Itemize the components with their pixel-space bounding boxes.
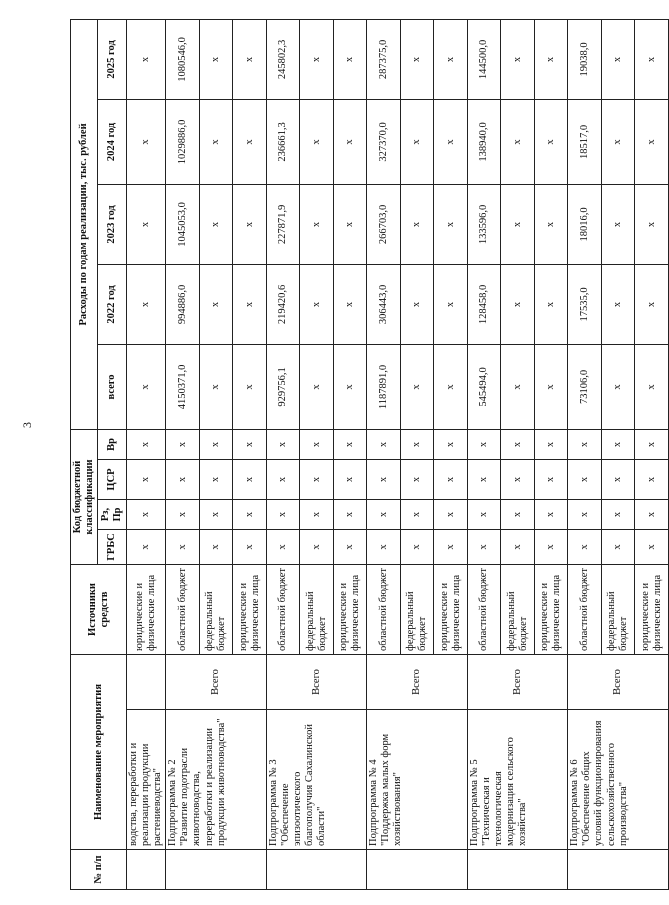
program-name: водства, переработки и реализации продукции растениеводства" <box>127 710 166 850</box>
value-2023: х <box>635 184 669 264</box>
total-value: х <box>233 344 267 429</box>
grbs-cell: х <box>635 529 669 564</box>
value-2022: х <box>601 264 635 344</box>
value-2024: х <box>199 99 233 184</box>
total-value: 4150371,0 <box>166 344 200 429</box>
expenses-table <box>70 19 669 890</box>
csr-cell: х <box>233 459 267 499</box>
value-2025: х <box>300 19 334 99</box>
col-header-num: № п/п <box>71 850 127 890</box>
table-row <box>166 19 200 889</box>
value-2024: х <box>501 99 535 184</box>
csr-cell: х <box>400 459 434 499</box>
value-2025: х <box>534 19 568 99</box>
value-2024: х <box>400 99 434 184</box>
value-2025: х <box>635 19 669 99</box>
value-2025: 144500,0 <box>467 19 501 99</box>
program-name: Подпрограмма № 4 "Поддержка малых форм хозяйствования" <box>367 710 468 850</box>
total-value: 73106,0 <box>568 344 602 429</box>
rzpr-cell: х <box>601 499 635 529</box>
csr-cell: х <box>166 459 200 499</box>
value-2022: х <box>434 264 468 344</box>
grbs-cell: х <box>501 529 535 564</box>
row-num <box>127 850 166 890</box>
value-2023: х <box>534 184 568 264</box>
csr-cell: х <box>568 459 602 499</box>
value-2024: х <box>333 99 367 184</box>
value-2025: 19038,0 <box>568 19 602 99</box>
vr-cell: х <box>127 429 166 459</box>
total-label: Всего <box>568 654 669 709</box>
total-label: Всего <box>166 654 267 709</box>
grbs-cell: х <box>333 529 367 564</box>
table-row <box>127 19 166 889</box>
value-2023: 266703,0 <box>367 184 401 264</box>
rzpr-cell: х <box>266 499 300 529</box>
grbs-cell: х <box>568 529 602 564</box>
value-2022: 994886,0 <box>166 264 200 344</box>
value-2023: х <box>233 184 267 264</box>
col-header-vr: Вр <box>98 429 127 459</box>
grbs-cell: х <box>367 529 401 564</box>
value-2024: х <box>534 99 568 184</box>
value-2023: х <box>333 184 367 264</box>
vr-cell: х <box>534 429 568 459</box>
row-num <box>266 850 367 890</box>
csr-cell: х <box>300 459 334 499</box>
csr-cell: х <box>635 459 669 499</box>
source-cell: федеральный бюджет <box>199 564 233 654</box>
value-2023: 1045053,0 <box>166 184 200 264</box>
program-name: Подпрограмма № 3 "Обеспечение эпизоотического благополучия Сахалинской области" <box>266 710 367 850</box>
row-num <box>166 850 267 890</box>
source-cell: областной бюджет <box>467 564 501 654</box>
rzpr-cell: х <box>333 499 367 529</box>
col-header-expenses: Расходы по годам реализации, тыс. рублей <box>71 19 98 429</box>
total-value: х <box>635 344 669 429</box>
value-2024: 138940,0 <box>467 99 501 184</box>
total-value: х <box>127 344 166 429</box>
table-header <box>71 19 127 889</box>
col-header-name: Наименование мероприятия <box>71 654 127 849</box>
value-2025: 245802,3 <box>266 19 300 99</box>
value-2022: х <box>534 264 568 344</box>
csr-cell: х <box>501 459 535 499</box>
csr-cell: х <box>199 459 233 499</box>
source-cell: юридические и физические лица <box>127 564 166 654</box>
col-header-sources: Источники средств <box>71 564 127 654</box>
grbs-cell: х <box>233 529 267 564</box>
col-header-2022: 2022 год <box>98 264 127 344</box>
value-2024: х <box>434 99 468 184</box>
table-row <box>367 19 401 889</box>
value-2025: х <box>127 19 166 99</box>
value-2023: х <box>300 184 334 264</box>
vr-cell: х <box>266 429 300 459</box>
value-2025: х <box>400 19 434 99</box>
source-cell: юридические и физические лица <box>635 564 669 654</box>
total-cell <box>127 654 166 709</box>
source-cell: юридические и физические лица <box>233 564 267 654</box>
vr-cell: х <box>199 429 233 459</box>
source-cell: федеральный бюджет <box>400 564 434 654</box>
value-2025: 287375,0 <box>367 19 401 99</box>
col-header-2024: 2024 год <box>98 99 127 184</box>
value-2022: х <box>400 264 434 344</box>
rzpr-cell: х <box>300 499 334 529</box>
col-header-budget-code: Код бюджетной классификации <box>71 429 98 564</box>
value-2023: х <box>501 184 535 264</box>
grbs-cell: х <box>534 529 568 564</box>
value-2023: 227871,9 <box>266 184 300 264</box>
total-value: х <box>300 344 334 429</box>
csr-cell: х <box>127 459 166 499</box>
value-2022: 128458,0 <box>467 264 501 344</box>
rzpr-cell: х <box>467 499 501 529</box>
grbs-cell: х <box>400 529 434 564</box>
total-value: х <box>434 344 468 429</box>
rzpr-cell: х <box>233 499 267 529</box>
total-label: Всего <box>467 654 568 709</box>
rotated-table-sheet <box>70 20 663 890</box>
vr-cell: х <box>568 429 602 459</box>
csr-cell: х <box>601 459 635 499</box>
rzpr-cell: х <box>127 499 166 529</box>
value-2024: х <box>127 99 166 184</box>
value-2022: 17535,0 <box>568 264 602 344</box>
program-name: Подпрограмма № 5 "Техническая и технологическая модернизация сельского хозяйства" <box>467 710 568 850</box>
value-2024: х <box>601 99 635 184</box>
source-cell: федеральный бюджет <box>501 564 535 654</box>
value-2022: х <box>635 264 669 344</box>
value-2022: х <box>501 264 535 344</box>
vr-cell: х <box>434 429 468 459</box>
value-2024: х <box>233 99 267 184</box>
source-cell: юридические и физические лица <box>434 564 468 654</box>
source-cell: областной бюджет <box>266 564 300 654</box>
source-cell: областной бюджет <box>166 564 200 654</box>
value-2024: 1029886,0 <box>166 99 200 184</box>
value-2025: х <box>333 19 367 99</box>
source-cell: федеральный бюджет <box>300 564 334 654</box>
total-value: х <box>199 344 233 429</box>
program-name: Подпрограмма № 6 "Обеспечение общих условий функционирования сельскохозяйственного производства" <box>568 710 669 850</box>
source-cell: областной бюджет <box>568 564 602 654</box>
rzpr-cell: х <box>534 499 568 529</box>
vr-cell: х <box>400 429 434 459</box>
value-2023: 18016,0 <box>568 184 602 264</box>
source-cell: областной бюджет <box>367 564 401 654</box>
rzpr-cell: х <box>166 499 200 529</box>
value-2025: х <box>501 19 535 99</box>
total-value: х <box>400 344 434 429</box>
total-value: х <box>333 344 367 429</box>
vr-cell: х <box>501 429 535 459</box>
value-2024: х <box>635 99 669 184</box>
total-value: х <box>501 344 535 429</box>
csr-cell: х <box>266 459 300 499</box>
row-num <box>467 850 568 890</box>
total-value: 1187891,0 <box>367 344 401 429</box>
grbs-cell: х <box>127 529 166 564</box>
rzpr-cell: х <box>635 499 669 529</box>
value-2023: х <box>400 184 434 264</box>
rzpr-cell: х <box>434 499 468 529</box>
grbs-cell: х <box>601 529 635 564</box>
value-2025: х <box>601 19 635 99</box>
source-cell: федеральный бюджет <box>601 564 635 654</box>
value-2022: х <box>127 264 166 344</box>
table-row <box>266 19 300 889</box>
row-num <box>568 850 669 890</box>
vr-cell: х <box>467 429 501 459</box>
value-2023: х <box>199 184 233 264</box>
total-value: 545494,0 <box>467 344 501 429</box>
rzpr-cell: х <box>568 499 602 529</box>
col-header-2025: 2025 год <box>98 19 127 99</box>
grbs-cell: х <box>266 529 300 564</box>
value-2023: х <box>127 184 166 264</box>
grbs-cell: х <box>467 529 501 564</box>
col-header-rzpr: Рз, Пр <box>98 499 127 529</box>
program-name: Подпрограмма № 2 "Развитие подотрасли животноводства, переработки и реализации продукции животноводства" <box>166 710 267 850</box>
total-label: Всего <box>266 654 367 709</box>
value-2022: х <box>300 264 334 344</box>
page-number: 3 <box>20 422 34 428</box>
rzpr-cell: х <box>400 499 434 529</box>
vr-cell: х <box>166 429 200 459</box>
grbs-cell: х <box>434 529 468 564</box>
grbs-cell: х <box>300 529 334 564</box>
table-body <box>127 19 669 889</box>
value-2022: 306443,0 <box>367 264 401 344</box>
total-value: х <box>601 344 635 429</box>
value-2024: 236661,3 <box>266 99 300 184</box>
grbs-cell: х <box>199 529 233 564</box>
col-header-2023: 2023 год <box>98 184 127 264</box>
value-2023: х <box>434 184 468 264</box>
source-cell: юридические и физические лица <box>534 564 568 654</box>
value-2025: х <box>199 19 233 99</box>
value-2022: х <box>199 264 233 344</box>
grbs-cell: х <box>166 529 200 564</box>
vr-cell: х <box>367 429 401 459</box>
vr-cell: х <box>233 429 267 459</box>
total-value: х <box>534 344 568 429</box>
row-num <box>367 850 468 890</box>
value-2024: х <box>300 99 334 184</box>
value-2024: 327370,0 <box>367 99 401 184</box>
source-cell: юридические и физические лица <box>333 564 367 654</box>
vr-cell: х <box>333 429 367 459</box>
value-2022: х <box>233 264 267 344</box>
csr-cell: х <box>467 459 501 499</box>
vr-cell: х <box>300 429 334 459</box>
csr-cell: х <box>367 459 401 499</box>
value-2022: 219420,6 <box>266 264 300 344</box>
vr-cell: х <box>635 429 669 459</box>
value-2025: 1080546,0 <box>166 19 200 99</box>
total-label: Всего <box>367 654 468 709</box>
table-row <box>568 19 602 889</box>
rzpr-cell: х <box>501 499 535 529</box>
rzpr-cell: х <box>367 499 401 529</box>
col-header-total: всего <box>98 344 127 429</box>
table-row <box>467 19 501 889</box>
value-2022: х <box>333 264 367 344</box>
col-header-csr: ЦСР <box>98 459 127 499</box>
vr-cell: х <box>601 429 635 459</box>
value-2023: 133596,0 <box>467 184 501 264</box>
csr-cell: х <box>333 459 367 499</box>
csr-cell: х <box>534 459 568 499</box>
rzpr-cell: х <box>199 499 233 529</box>
value-2025: х <box>434 19 468 99</box>
total-value: 929756,1 <box>266 344 300 429</box>
value-2025: х <box>233 19 267 99</box>
csr-cell: х <box>434 459 468 499</box>
value-2023: х <box>601 184 635 264</box>
value-2024: 18517,0 <box>568 99 602 184</box>
col-header-grbs: ГРБС <box>98 529 127 564</box>
